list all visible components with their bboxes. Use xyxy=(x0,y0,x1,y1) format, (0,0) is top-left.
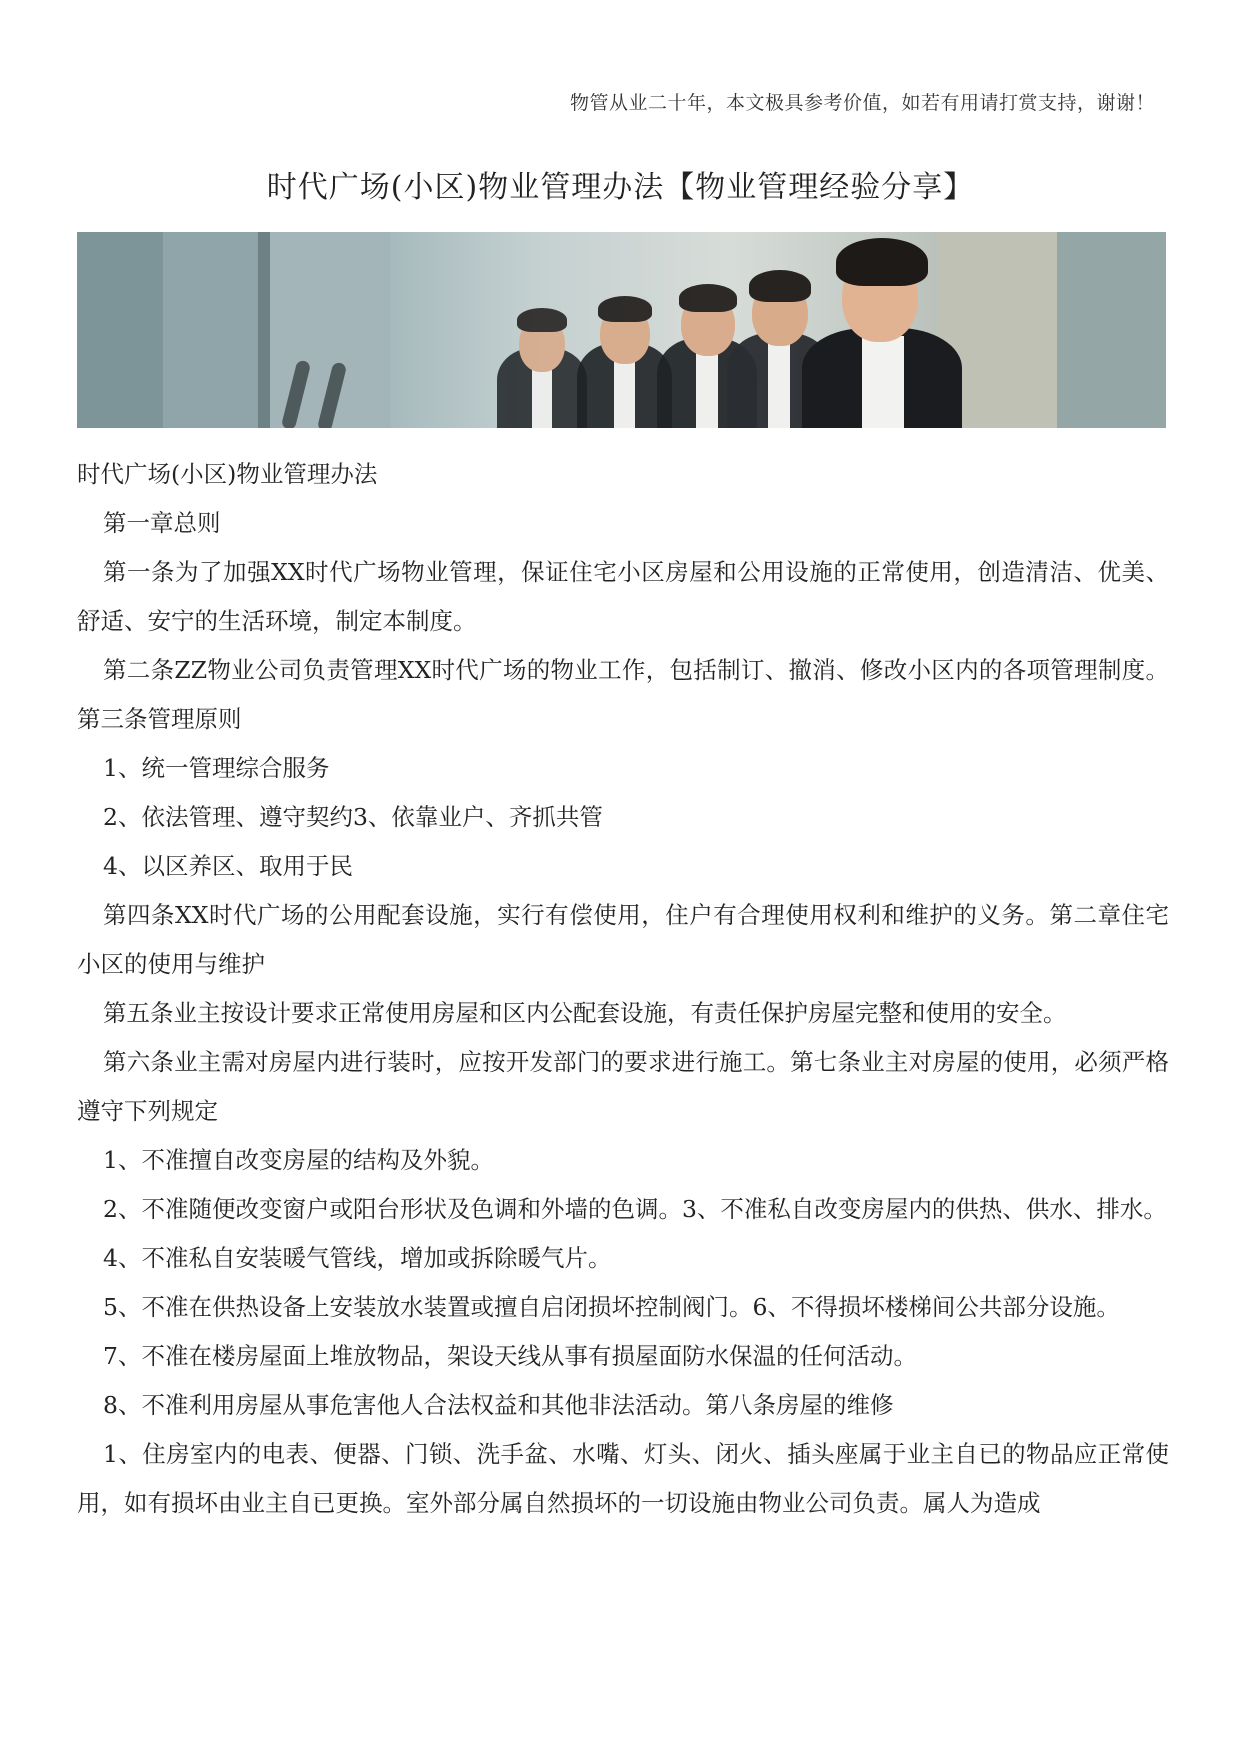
chapter-heading: 第一章总则 xyxy=(103,509,221,537)
body-paragraph: 第二条ZZ物业公司负责管理XX时代广场的物业工作，包括制订、撤消、修改小区内的各项管理制度。第三条管理原则 xyxy=(77,656,1169,733)
body-paragraph: 第六条业主需对房屋内进行装时，应按开发部门的要求进行施工。第七条业主对房屋的使用，必须严格遵守下列规定 xyxy=(77,1048,1169,1125)
section-heading: 时代广场(小区)物业管理办法 xyxy=(77,460,378,488)
banner-panel xyxy=(163,232,258,428)
banner-panel xyxy=(77,232,163,428)
banner-panel xyxy=(258,232,270,428)
body-paragraph: 1、不准擅自改变房屋的结构及外貌。 xyxy=(103,1146,494,1174)
body-paragraph: 2、依法管理、遵守契约3、依靠业户、齐抓共管 xyxy=(103,803,603,831)
body-paragraph: 第五条业主按设计要求正常使用房屋和区内公配套设施，有责任保护房屋完整和使用的安全。 xyxy=(103,999,1067,1027)
banner-image xyxy=(77,232,1166,428)
body-paragraph: 第一条为了加强XX时代广场物业管理，保证住宅小区房屋和公用设施的正常使用，创造清洁、优美、舒适、安宁的生活环境，制定本制度。 xyxy=(77,558,1169,635)
body-paragraph: 7、不准在楼房屋面上堆放物品，架设天线从事有损屋面防水保温的任何活动。 xyxy=(103,1342,917,1370)
header-note: 物管从业二十年，本文极具参考价值，如若有用请打赏支持，谢谢！ xyxy=(569,92,1155,114)
body-paragraph: 4、不准私自安装暖气管线，增加或拆除暖气片。 xyxy=(103,1244,612,1272)
body-paragraph: 4、以区养区、取用于民 xyxy=(103,852,353,880)
body-paragraph: 第四条XX时代广场的公用配套设施，实行有偿使用，住户有合理使用权利和维护的义务。第二章住宅小区的使用与维护 xyxy=(77,901,1169,978)
document-body xyxy=(77,450,1169,1528)
body-paragraph: 8、不准利用房屋从事危害他人合法权益和其他非法活动。第八条房屋的维修 xyxy=(103,1391,894,1419)
person-figure xyxy=(497,278,587,428)
body-paragraph: 1、住房室内的电表、便器、门锁、洗手盆、水嘴、灯头、闭火、插头座属于业主自已的物品应正常使用，如有损坏由业主自已更换。室外部分属自然损坏的一切设施由物业公司负责。属人为造成 xyxy=(77,1440,1169,1517)
body-paragraph: 2、不准随便改变窗户或阳台形状及色调和外墙的色调。3、不准私自改变房屋内的供热、供水、排水。 xyxy=(103,1195,1167,1223)
body-paragraph: 5、不准在供热设备上安装放水装置或擅自启闭损坏控制阀门。6、不得损坏楼梯间公共部分设施。 xyxy=(103,1293,1120,1321)
body-paragraph: 1、统一管理综合服务 xyxy=(103,754,330,782)
person-figure xyxy=(802,232,962,428)
banner-panel xyxy=(1057,232,1166,428)
document-title: 时代广场(小区)物业管理办法【物业管理经验分享】 xyxy=(266,170,975,205)
